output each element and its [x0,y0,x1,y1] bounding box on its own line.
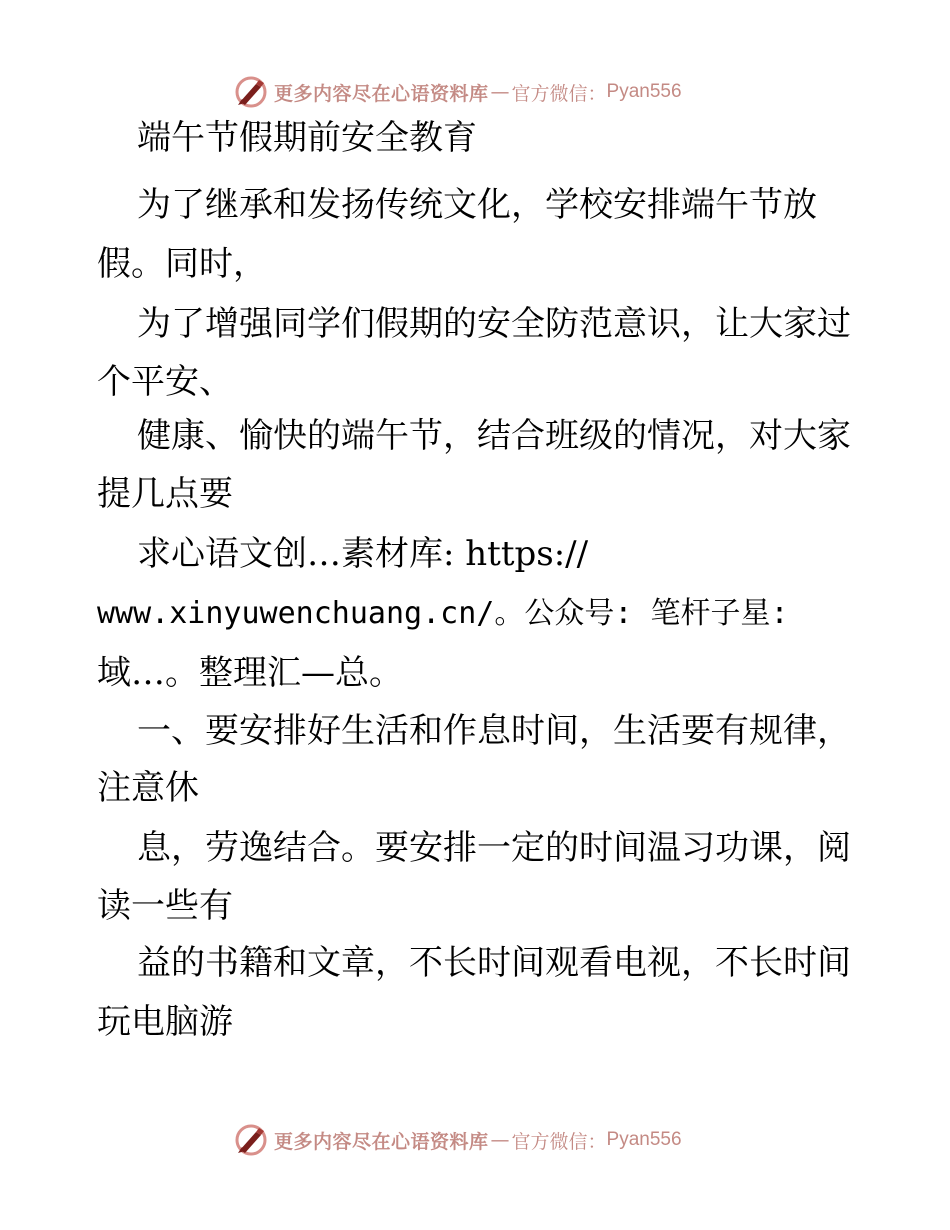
header-banner-dash: — [490,81,510,103]
header-banner [0,70,950,114]
paragraph-line: 玩电脑游 [97,1002,233,1042]
header-banner-main-text: 更多内容尽在心语资料库 [274,82,489,105]
footer-banner-wechat-id: Pyan556 [606,1129,682,1150]
paragraph-line: 为了增强同学们假期的安全防范意识，让大家过 [137,304,851,344]
paragraph-line-url: www.xinyuwenchuang.cn/。公众号: 笔杆子星: [97,596,789,631]
paragraph-line: 一、要安排好生活和作息时间，生活要有规律， [137,711,851,751]
footer-banner-dash: — [490,1129,510,1151]
paragraph-line: 域…。整理汇—总。 [97,653,403,693]
paragraph-line: 读一些有 [97,886,233,926]
paragraph-line: 息，劳逸结合。要安排一定的时间温习功课，阅 [137,828,851,868]
footer-banner-content [234,1118,682,1162]
footer-banner-sub-text: 官方微信： [511,1130,607,1153]
paragraph-line: 健康、愉快的端午节，结合班级的情况，对大家 [137,416,851,456]
paragraph-line: 假。同时， [97,244,267,284]
document-title: 端午节假期前安全教育 [137,118,477,158]
pen-logo-icon [234,75,268,109]
footer-banner [0,1118,950,1162]
paragraph-line: 益的书籍和文章，不长时间观看电视，不长时间 [137,943,851,983]
paragraph-line: 为了继承和发扬传统文化，学校安排端午节放 [137,185,817,225]
paragraph-line: 求心语文创…素材库: https:// [137,534,589,574]
pen-logo-icon [234,1123,268,1157]
footer-banner-main-text: 更多内容尽在心语资料库 [274,1130,489,1153]
paragraph-line: 个平安、 [97,362,233,402]
header-banner-sub-text: 官方微信： [511,82,607,105]
paragraph-line: 注意休 [97,768,199,808]
header-banner-wechat-id: Pyan556 [606,81,682,102]
paragraph-line: 提几点要 [97,474,233,514]
header-banner-content [234,70,682,114]
